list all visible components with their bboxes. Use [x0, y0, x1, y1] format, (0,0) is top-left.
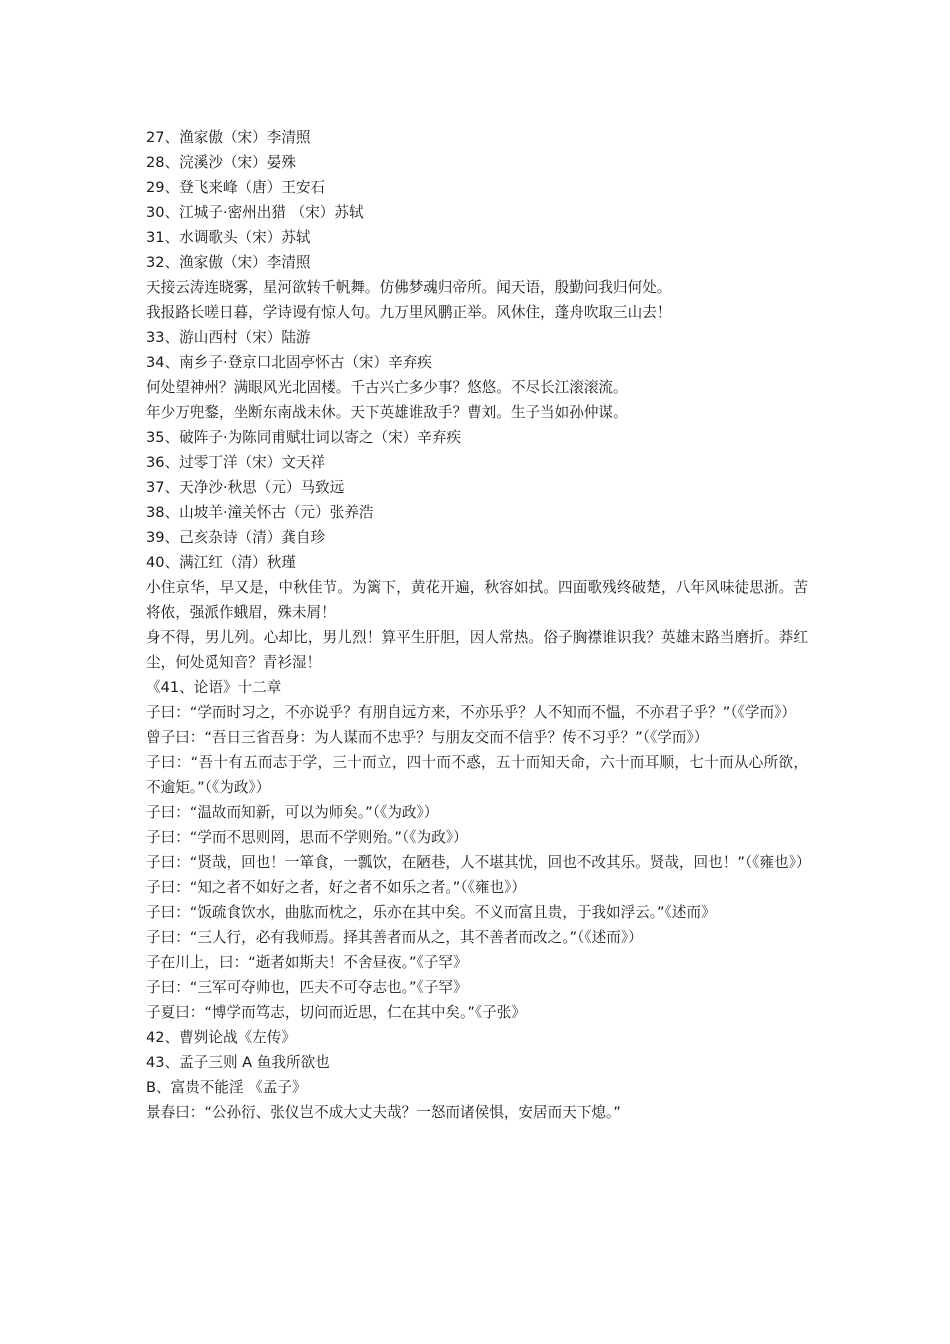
text-line: 38、山坡羊·潼关怀古（元）张养浩 — [146, 504, 374, 521]
text-line: 子曰：“知之者不如好之者，好之者不如乐之者。”（《雍也》） — [146, 879, 526, 896]
text-line: 31、水调歌头（宋）苏轼 — [146, 229, 311, 246]
text-line: 35、破阵子·为陈同甫赋壮词以寄之（宋）辛弃疾 — [146, 429, 462, 446]
text-paragraph: 曾子曰：“吾日三省吾身：为人谋而不忠乎？与朋友交而不信乎？传不习乎？”（《学而》） — [146, 729, 709, 746]
text-line: 39、己亥杂诗（清）龚自珍 — [146, 529, 326, 546]
text-line: 33、游山西村（宋）陆游 — [146, 329, 311, 346]
text-line: 年少万兜鍪，坐断东南战未休。天下英雄谁敌手？曹刘。生子当如孙仲谋。 — [146, 404, 628, 421]
text-line: 子在川上，曰：“逝者如斯夫！不舍昼夜。”《子罕》 — [146, 954, 468, 971]
text-line: B、富贵不能淫 《孟子》 — [146, 1079, 307, 1096]
text-paragraph: 子曰：“学而时习之，不亦说乎？有朋自远方来，不亦乐乎？人不知而不愠，不亦君子乎？”（《学而》） — [146, 704, 796, 721]
text-line: 32、渔家傲（宋）李清照 — [146, 254, 311, 271]
text-line: 29、登飞来峰（唐）王安石 — [146, 179, 326, 196]
text-paragraph: 子曰：“吾十有五而志于学，三十而立，四十而不惑，五十而知天命，六十而耳顺，七十而从心所欲，不逾矩。”（《为政》） — [146, 754, 808, 796]
document-page — [146, 125, 811, 1125]
text-paragraph: 身不得，男儿列。心却比，男儿烈！算平生肝胆，因人常热。俗子胸襟谁识我？英雄末路当磨折。莽红尘，何处觅知音？青衫湿！ — [146, 629, 808, 671]
text-line: 子曰：“三人行，必有我师焉。择其善者而从之，其不善者而改之。”（《述而》） — [146, 929, 643, 946]
text-paragraph: 小住京华，早又是，中秋佳节。为篱下，黄花开遍，秋容如拭。四面歌残终破楚，八年风味徒思浙。苦将侬，强派作蛾眉，殊未屑！ — [146, 579, 808, 621]
text-line: 子曰：“学而不思则罔，思而不学则殆。”（《为政》） — [146, 829, 468, 846]
text-line: 何处望神州？满眼风光北固楼。千古兴亡多少事？悠悠。不尽长江滚滚流。 — [146, 379, 628, 396]
text-line: 《41、论语》十二章 — [146, 679, 282, 696]
text-line: 43、孟子三则 A 鱼我所欲也 — [146, 1054, 330, 1071]
text-paragraph: 子曰：“贤哉，回也！一箪食，一瓢饮，在陋巷，人不堪其忧，回也不改其乐。贤哉，回也！”（《雍也》） — [146, 854, 811, 871]
text-line: 我报路长嗟日暮，学诗谩有惊人句。九万里风鹏正举。风休住，蓬舟吹取三山去！ — [146, 304, 672, 321]
text-line: 天接云涛连晓雾，星河欲转千帆舞。仿佛梦魂归帝所。闻天语，殷勤问我归何处。 — [146, 279, 672, 296]
text-paragraph: 子曰：“饭疏食饮水，曲肱而枕之，乐亦在其中矣。不义而富且贵，于我如浮云。”《述而》 — [146, 904, 716, 921]
text-line: 42、曹刿论战《左传》 — [146, 1029, 296, 1046]
text-line: 子曰：“温故而知新，可以为师矣。”（《为政》） — [146, 804, 439, 821]
text-line: 28、浣溪沙（宋）晏殊 — [146, 154, 296, 171]
text-line: 景春曰：“公孙衍、张仪岂不成大丈夫哉？一怒而诸侯惧，安居而天下熄。” — [146, 1104, 621, 1121]
text-line: 34、南乡子·登京口北固亭怀古（宋）辛弃疾 — [146, 354, 432, 371]
text-line: 37、天净沙·秋思（元）马致远 — [146, 479, 345, 496]
text-line: 子夏曰：“博学而笃志，切问而近思，仁在其中矣。”《子张》 — [146, 1004, 526, 1021]
text-line: 27、渔家傲（宋）李清照 — [146, 129, 311, 146]
text-line: 子曰：“三军可夺帅也，匹夫不可夺志也。”《子罕》 — [146, 979, 468, 996]
text-line: 30、江城子·密州出猎 （宋）苏轼 — [146, 204, 364, 221]
text-line: 40、满江红（清）秋瑾 — [146, 554, 296, 571]
text-line: 36、过零丁洋（宋）文天祥 — [146, 454, 326, 471]
